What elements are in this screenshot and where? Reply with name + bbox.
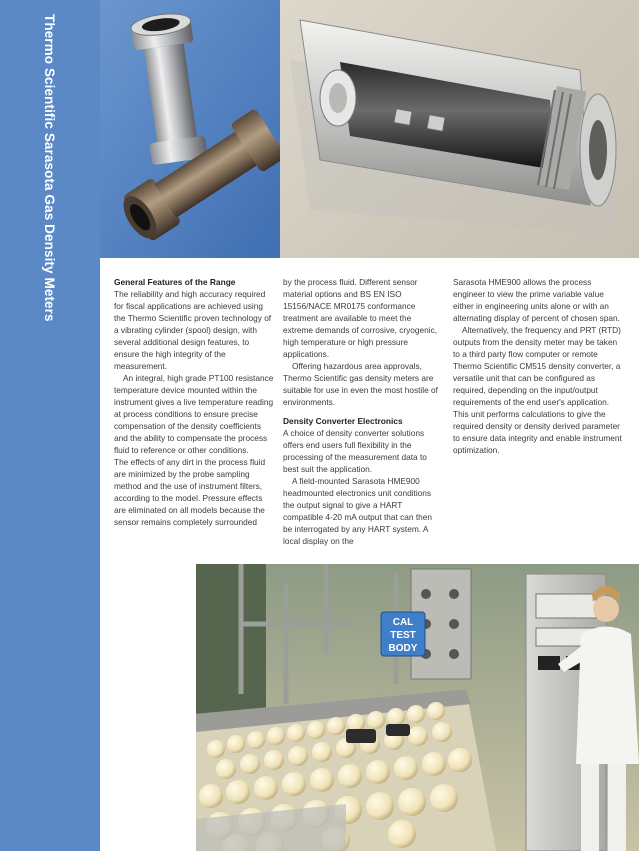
spool-illustration [100, 0, 280, 258]
sign-line: BODY [388, 643, 418, 654]
spool-photo [100, 0, 280, 258]
column-hme900 [453, 276, 623, 456]
cal-test-body-sign [381, 612, 425, 656]
column-general-features [114, 276, 274, 528]
heading-density-converter: Density Converter Electronics [283, 416, 403, 426]
col2-paragraph: Offering hazardous area approvals, Thermo Scientific gas density meters are suitable for use in even the most hostile of environments. [283, 361, 438, 407]
col1-paragraph: The reliability and high accuracy required for fiscal applications are achieved using the Thermo Scientific proven technology of a vibrating cylinder (spool) design, with several additional design features, to ensure the high integrity of the measurement. [114, 289, 272, 371]
sidebar-title: Thermo Scientific Sarasota Gas Density Meters [42, 14, 57, 322]
lab-photo [196, 564, 639, 851]
col3-paragraph: Sarasota HME900 allows the process engineer to view the prime variable value either in engineering units alone or with an alternating display of percent of chosen span. [453, 277, 620, 323]
col1-paragraph: An integral, high grade PT100 resistance temperature device mounted within the instrument gives a live temperature reading at process conditions to ensure precise compensation of the density coefficients and the ability to compensate the process fluid to reference or other conditions. [114, 373, 274, 455]
col1-paragraph: The effects of any dirt in the process fluid are minimized by the probe sampling method and the use of instrument filters, according to the model. Pressure effects are eliminated on all models because the sensor remains completely surrounded [114, 457, 266, 527]
col2-paragraph: A choice of density converter solutions offers end users full flexibility in the processing of the measurement data to best suit the application. [283, 428, 427, 474]
col2-paragraph: by the process fluid. Different sensor material options and BS EN ISO 15156/NACE MR0175 conformance treatment are available to meet the extreme demands of corrosive, cryogenic, high temperature or high pressure applications. [283, 277, 438, 359]
sign-line: TEST [390, 630, 416, 641]
col3-paragraph: Alternatively, the frequency and PRT (RTD) outputs from the density meter may be taken to a third party flow computer or remote Thermo Scientific CM515 density converter, a versatile unit that can be configured as required, depending on the input/output requirements of the end user's application. This unit performs calculations to give the required density or density derived parameter to ensure data integrity and enable instrument optimization. [453, 325, 622, 455]
heading-general-features: General Features of the Range [114, 277, 236, 287]
sign-line: CAL [392, 617, 414, 628]
col2-paragraph: A field-mounted Sarasota HME900 headmounted electronics unit conditions the output signal to give a HART compatible 4-20 mA output that can then be interrogated by any HART system. A local display on the [283, 476, 432, 546]
lab-illustration [196, 564, 639, 851]
cutaway-illustration [280, 0, 639, 258]
cutaway-photo [280, 0, 639, 258]
column-converter [283, 276, 443, 547]
